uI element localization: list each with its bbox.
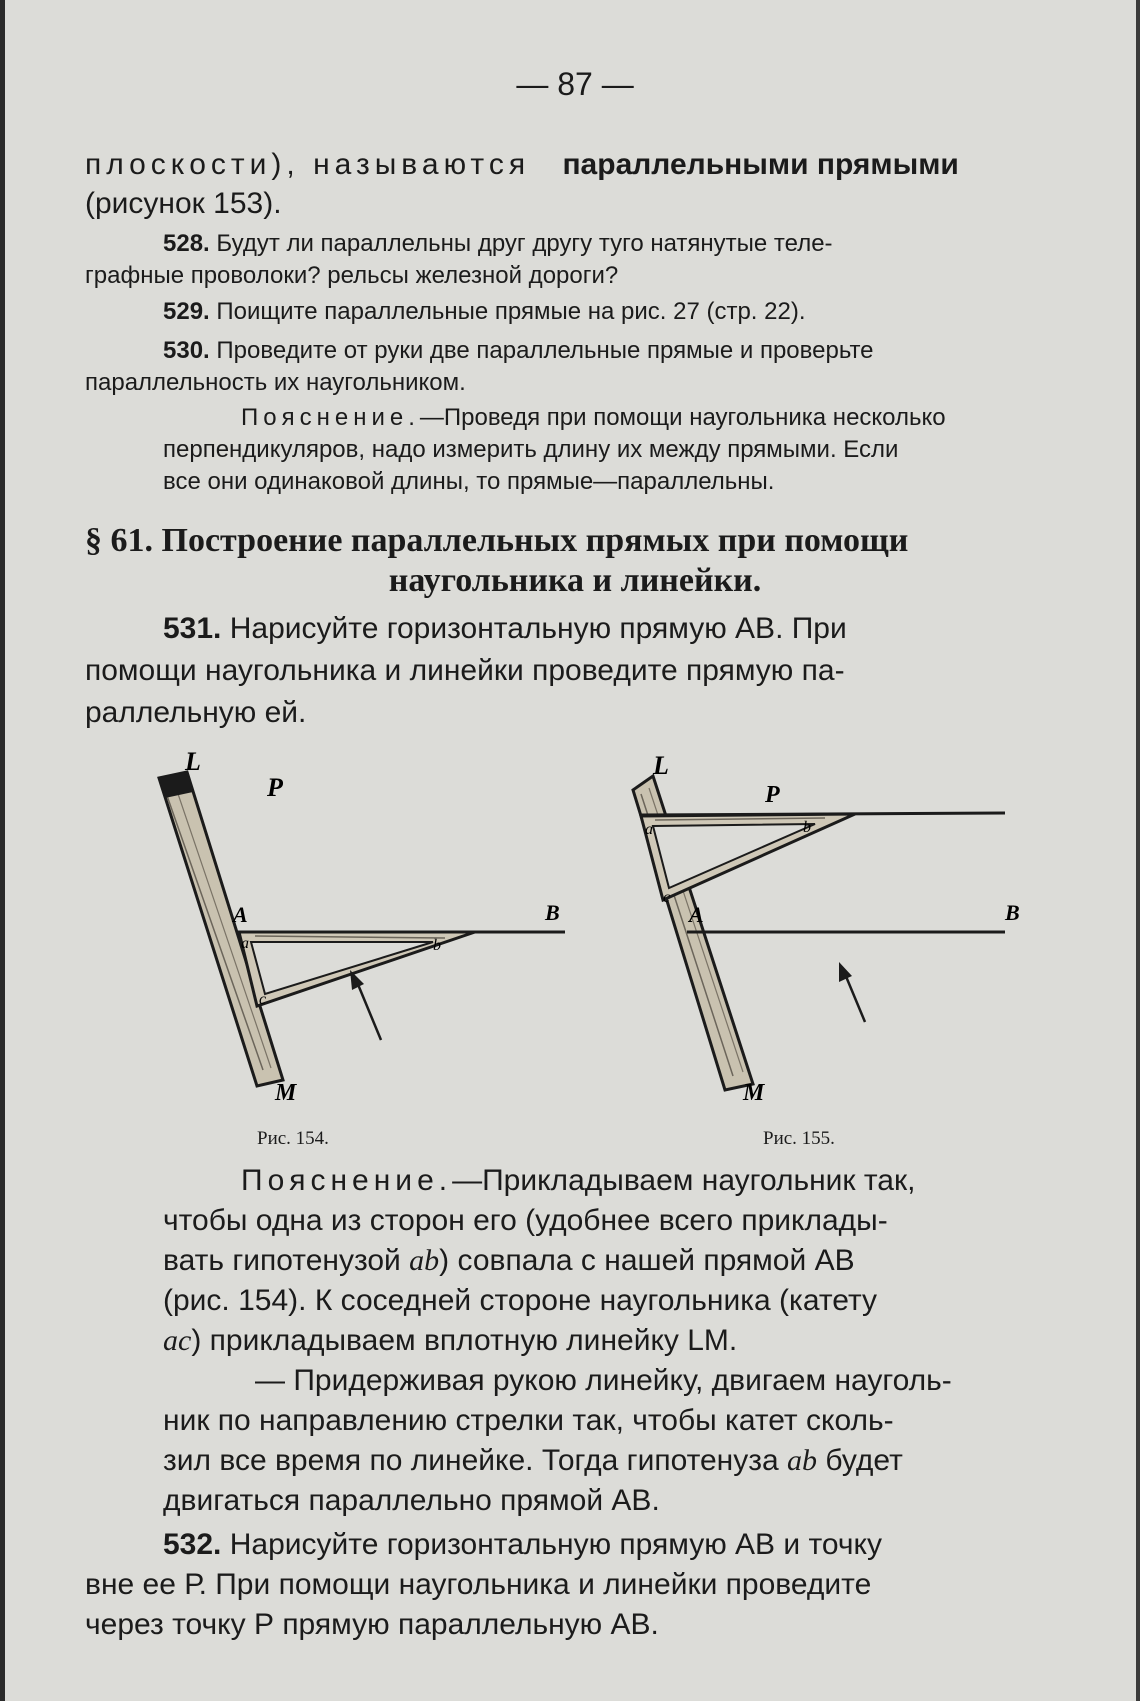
exercise-530-line-2: параллельность их наугольником. bbox=[85, 369, 466, 396]
fig154-caption: Рис. 154. bbox=[257, 1128, 329, 1149]
fig155-label-P: P bbox=[765, 782, 780, 808]
exercise-532-line-3: через точку Р прямую параллельную АВ. bbox=[85, 1608, 659, 1641]
explanation-text-8a: зил все время по линейке. Тогда гипотенуза bbox=[163, 1444, 779, 1477]
fig155-label-A: A bbox=[689, 902, 704, 927]
fig155-label-L: L bbox=[653, 751, 669, 780]
fig154-ruler bbox=[159, 772, 283, 1086]
explanation-line-9: двигаться параллельно прямой АВ. bbox=[163, 1484, 660, 1517]
exercise-529-text-1: Поищите параллельные прямые на рис. 27 (стр. 22). bbox=[216, 298, 806, 325]
fig154-label-B: B bbox=[545, 900, 560, 925]
exercise-528-text-1: Будут ли параллельны друг другу туго натянутые теле- bbox=[216, 230, 833, 257]
intro-spaced-text: плоскости), называются bbox=[85, 148, 531, 181]
exercise-528-line-1 bbox=[163, 230, 833, 258]
intro-line-1 bbox=[85, 148, 1065, 182]
fig154-label-a: a bbox=[241, 935, 249, 952]
explanation-text-3a: вать гипотенузой bbox=[163, 1244, 401, 1277]
exercise-529-number: 529. bbox=[163, 298, 210, 325]
exercise-530-number: 530. bbox=[163, 337, 210, 364]
explanation-line-4: (рис. 154). К соседней стороне наугольника (катету bbox=[163, 1284, 878, 1317]
exercise-530-note-line-1 bbox=[241, 404, 946, 432]
explanation-text-5b: ) прикладываем вплотную линейку LM. bbox=[191, 1324, 738, 1357]
fig155-label-a: a bbox=[645, 821, 653, 838]
explanation-text-3b: ) совпала с нашей прямой АВ bbox=[439, 1244, 855, 1277]
exercise-530-line-1 bbox=[163, 337, 874, 365]
exercise-532-text-1: Нарисуйте горизонтальную прямую АВ и точку bbox=[229, 1528, 883, 1561]
exercise-532-number: 532. bbox=[163, 1528, 222, 1561]
exercise-529-line-1 bbox=[163, 298, 806, 326]
explanation-text-8b: будет bbox=[825, 1444, 903, 1477]
fig154-label-A: A bbox=[233, 902, 248, 927]
fig155-caption: Рис. 155. bbox=[763, 1128, 835, 1149]
exercise-532-line-1 bbox=[163, 1528, 882, 1562]
section-heading-line-1: § 61. Построение параллельных прямых при помощи bbox=[85, 522, 909, 559]
fig155-label-M: M bbox=[743, 1080, 765, 1106]
explanation-line-7: ник по направлению стрелки так, чтобы катет сколь- bbox=[163, 1404, 894, 1437]
exercise-528-line-2: графные проволоки? рельсы железной дороги? bbox=[85, 262, 619, 289]
explanation-text-3-italic: ab bbox=[409, 1244, 440, 1277]
fig155-label-b: b bbox=[803, 819, 811, 836]
fig154-label-L: L bbox=[185, 750, 201, 776]
explanation-line-2: чтобы одна из сторон его (удобнее всего приклады- bbox=[163, 1204, 888, 1237]
fig154-label-b: b bbox=[433, 937, 441, 954]
exercise-528-number: 528. bbox=[163, 230, 210, 257]
figure-155 bbox=[625, 750, 1045, 1110]
fig154-label-P: P bbox=[267, 773, 283, 802]
explanation-text-8-italic: ab bbox=[787, 1444, 818, 1477]
explanation-line-5 bbox=[163, 1324, 737, 1358]
exercise-532-line-2: вне ее Р. При помощи наугольника и линейки проведите bbox=[85, 1568, 872, 1601]
explanation-text-1: —Прикладываем наугольник так, bbox=[452, 1164, 916, 1197]
explanation-line-3 bbox=[163, 1244, 855, 1278]
explanation-label: Пояснение. bbox=[241, 1164, 453, 1197]
exercise-530-text-1: Проведите от руки две параллельные прямые и проверьте bbox=[216, 337, 874, 364]
exercise-531-line-1 bbox=[163, 612, 847, 646]
explanation-text-5-italic: ac bbox=[163, 1324, 192, 1357]
fig155-label-B: B bbox=[1005, 900, 1020, 925]
section-heading-line-2: наугольника и линейки. bbox=[388, 562, 762, 599]
figure-154 bbox=[145, 750, 585, 1110]
exercise-531-line-3: раллельную ей. bbox=[85, 696, 307, 729]
exercise-531-text-1: Нарисуйте горизонтальную прямую АВ. При bbox=[229, 612, 847, 645]
exercise-531-number: 531. bbox=[163, 612, 222, 645]
fig154-label-M: M bbox=[275, 1080, 297, 1106]
fig155-parallel-line bbox=[641, 813, 1005, 815]
exercise-531-line-2: помощи наугольника и линейки проведите прямую па- bbox=[85, 654, 845, 687]
exercise-530-note-text-1: —Проведя при помощи наугольника несколько bbox=[419, 404, 946, 431]
fig154-arrow bbox=[350, 970, 381, 1040]
page-number: — 87 — bbox=[516, 66, 634, 102]
exercise-530-note-line-2: перпендикуляров, надо измерить длину их между прямыми. Если bbox=[163, 436, 899, 463]
exercise-530-note-line-3: все они одинаковой длины, то прямые—параллельны. bbox=[163, 468, 775, 495]
explanation-line-6: — Придерживая рукою линейку, двигаем науголь- bbox=[255, 1364, 952, 1397]
fig154-label-c: c bbox=[259, 991, 267, 1008]
fig155-arrow bbox=[839, 962, 865, 1022]
intro-bold-term: параллельными прямыми bbox=[562, 148, 959, 181]
fig155-label-c: c bbox=[663, 889, 671, 906]
fig155-set-square bbox=[641, 814, 855, 900]
exercise-530-note-label: Пояснение. bbox=[241, 404, 420, 431]
explanation-line-1 bbox=[241, 1164, 915, 1198]
intro-line-2: (рисунок 153). bbox=[85, 187, 282, 220]
explanation-line-8 bbox=[163, 1444, 903, 1478]
